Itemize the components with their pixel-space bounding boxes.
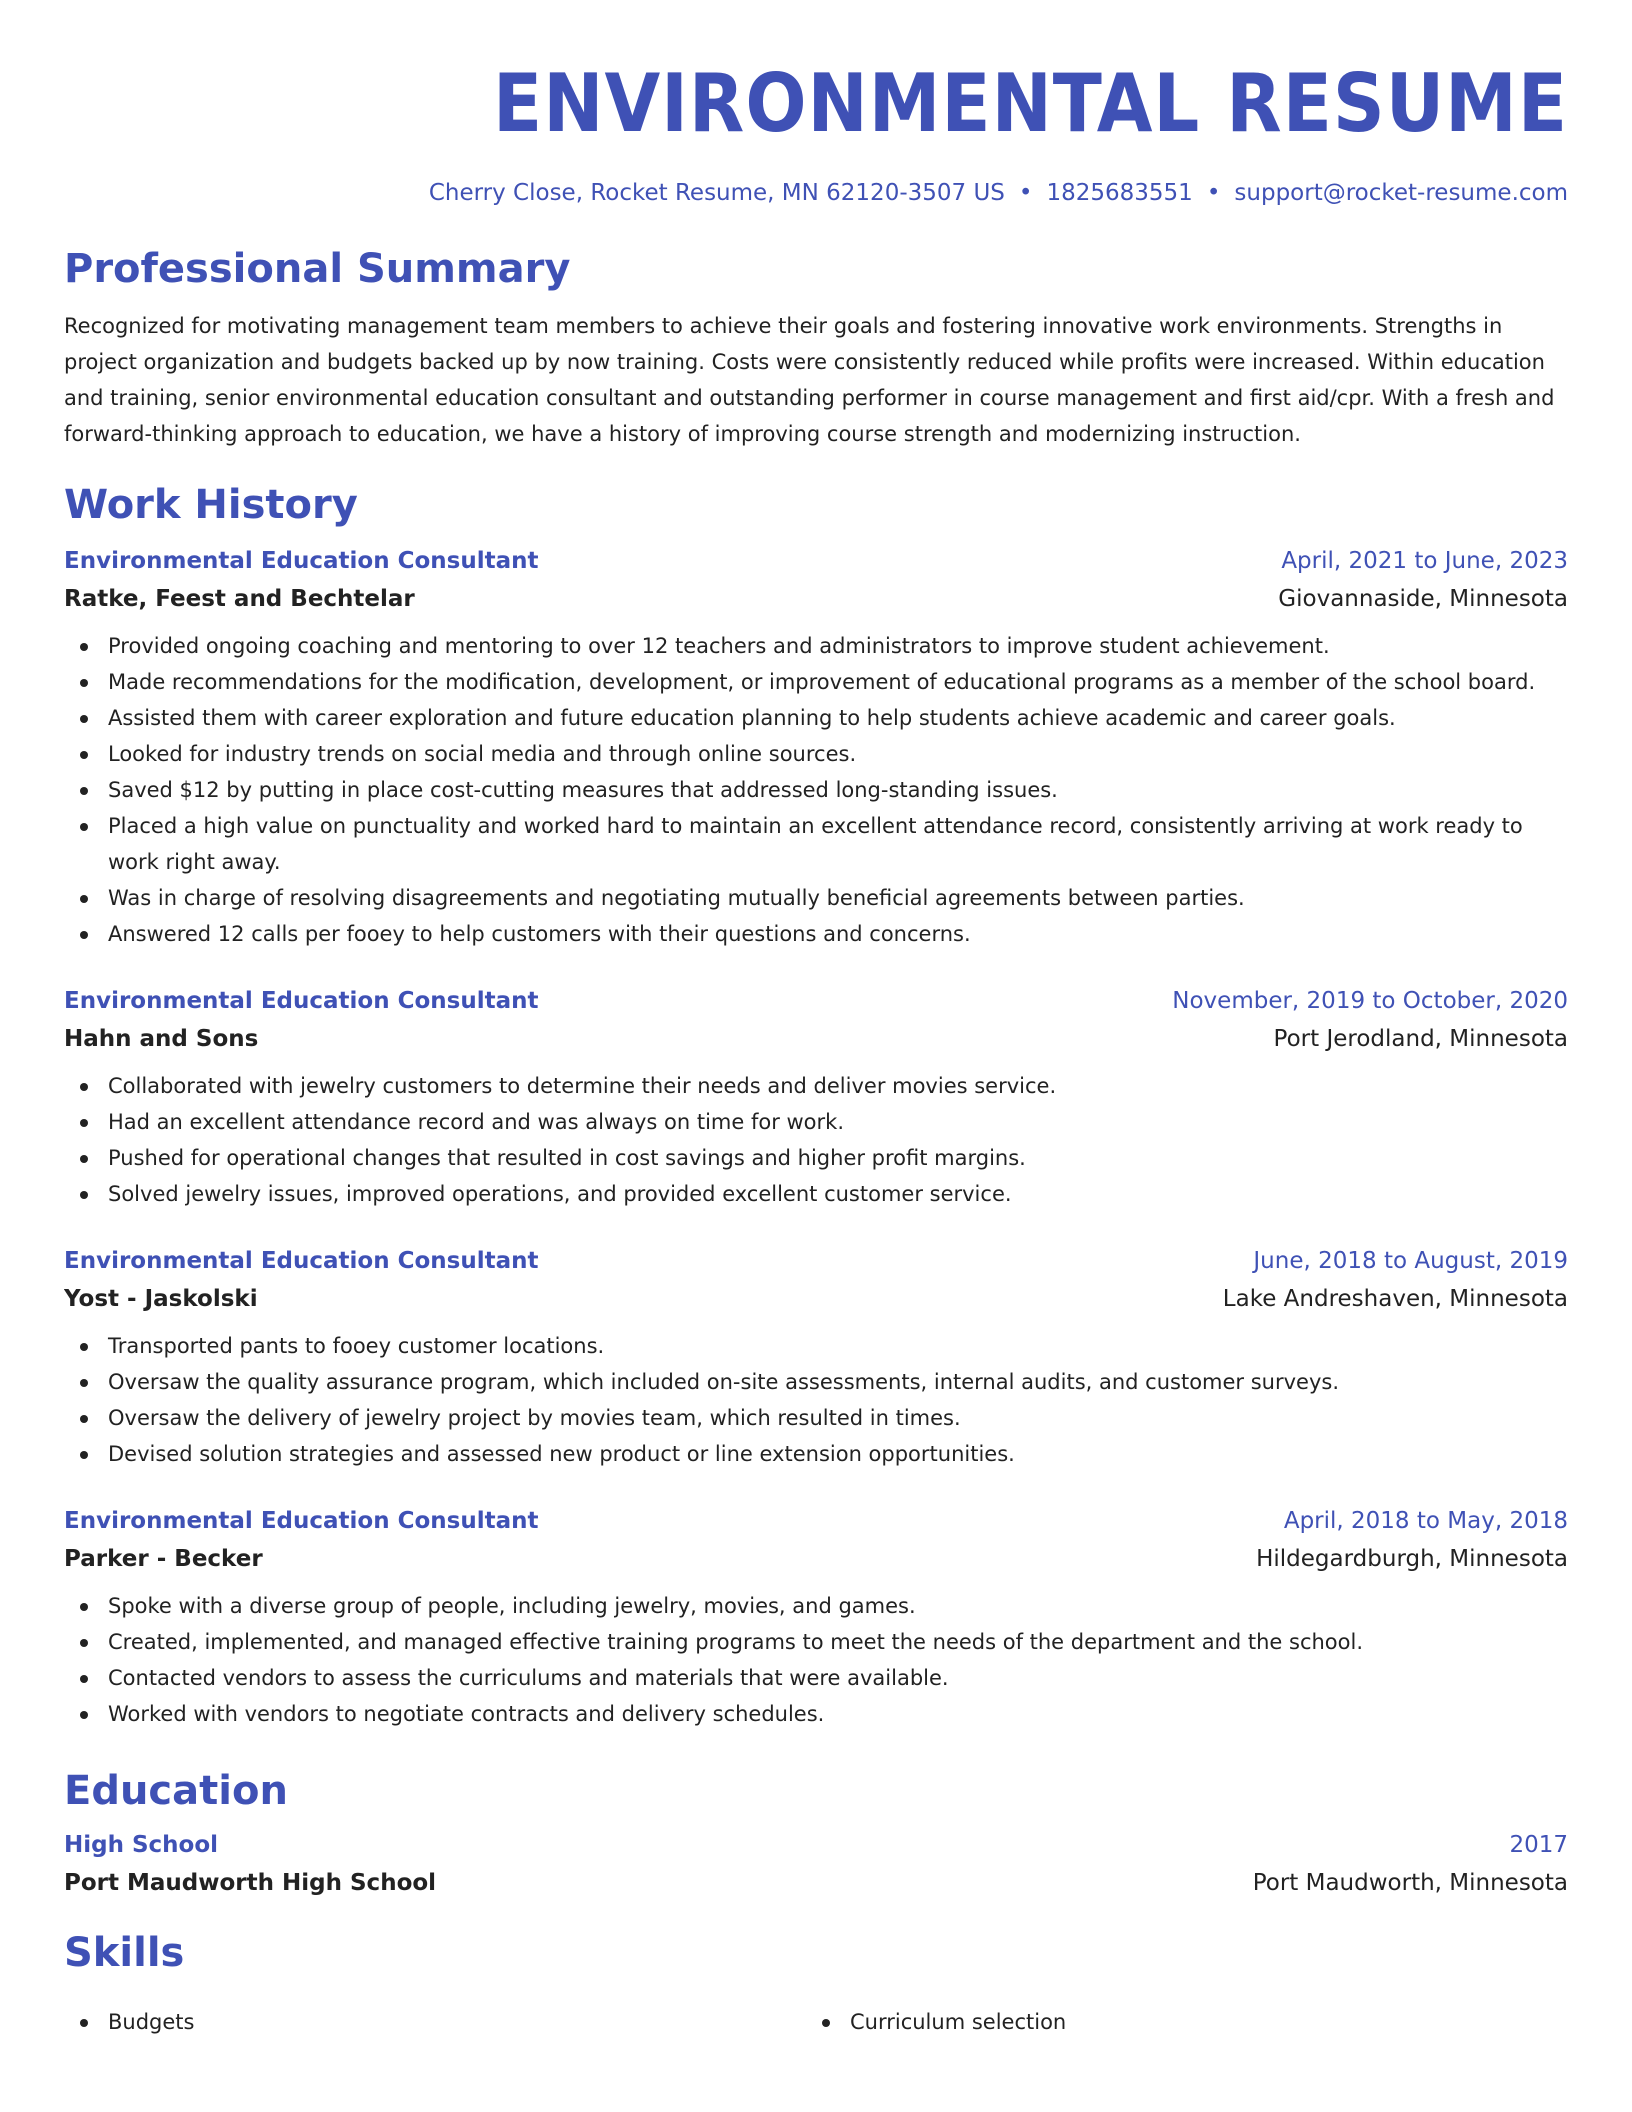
job-bullets (64, 1068, 1568, 1212)
job-bullet: Collaborated with jewelry customers to determine their needs and deliver movies service. (64, 1068, 1568, 1104)
job-entry (64, 546, 1568, 952)
skill-item: Budgets (64, 2004, 806, 2040)
job-company: Ratke, Feest and Bechtelar (64, 586, 415, 612)
skills-column-right (806, 2004, 1548, 2040)
education-location: Port Maudworth, Minnesota (1252, 1870, 1568, 1896)
job-bullet: Devised solution strategies and assessed new product or line extension opportunities. (64, 1436, 1568, 1472)
skill-item: Curriculum selection (806, 2004, 1548, 2040)
job-bullet: Transported pants to fooey customer locations. (64, 1328, 1568, 1364)
contact-address: Cherry Close, Rocket Resume, MN 62120-3507 US (428, 180, 1005, 206)
job-dates: April, 2021 to June, 2023 (1281, 548, 1568, 574)
job-bullet: Oversaw the quality assurance program, which included on-site assessments, internal audits, and customer surveys. (64, 1364, 1568, 1400)
contact-separator: • (1018, 180, 1033, 206)
job-dates: June, 2018 to August, 2019 (1253, 1248, 1568, 1274)
job-entry (64, 1246, 1568, 1472)
job-location: Hildegardburgh, Minnesota (1256, 1546, 1568, 1572)
contact-separator: • (1206, 180, 1221, 206)
job-title: Environmental Education Consultant (64, 548, 539, 574)
job-company: Yost - Jaskolski (64, 1286, 258, 1312)
job-bullets (64, 1328, 1568, 1472)
job-bullet: Assisted them with career exploration and future education planning to help students achieve academic and career goals. (64, 700, 1568, 736)
job-bullet: Worked with vendors to negotiate contracts and delivery schedules. (64, 1696, 1568, 1732)
job-bullet: Solved jewelry issues, improved operations, and provided excellent customer service. (64, 1176, 1568, 1212)
job-bullet: Contacted vendors to assess the curriculums and materials that were available. (64, 1660, 1568, 1696)
job-entry (64, 1506, 1568, 1732)
summary-text: Recognized for motivating management team members to achieve their goals and fostering innovative work environments. Strengths in project organization and budgets backed up by now training. Costs were consistently reduced while profits were increased. Within education and training, senior environmental education consultant and outstanding performer in course management and first aid/cpr. With a fresh and forward-thinking approach to education, we have a history of improving course strength and modernizing instruction. (64, 314, 1555, 446)
contact-phone: 1825683551 (1046, 180, 1193, 206)
contact-line (64, 178, 1568, 208)
job-dates: April, 2018 to May, 2018 (1283, 1508, 1568, 1534)
job-bullet: Oversaw the delivery of jewelry project by movies team, which resulted in times. (64, 1400, 1568, 1436)
job-title: Environmental Education Consultant (64, 1248, 539, 1274)
skills-heading: Skills (64, 1930, 185, 1976)
education-degree: High School (64, 1832, 219, 1858)
job-location: Lake Andreshaven, Minnesota (1222, 1286, 1568, 1312)
job-bullets (64, 628, 1568, 952)
job-company: Parker - Becker (64, 1546, 263, 1572)
work-history-heading: Work History (64, 482, 358, 528)
job-location: Giovannaside, Minnesota (1278, 586, 1568, 612)
job-bullet: Looked for industry trends on social media and through online sources. (64, 736, 1568, 772)
job-title: Environmental Education Consultant (64, 1508, 539, 1534)
contact-email: support@rocket-resume.com (1234, 180, 1568, 206)
job-dates: November, 2019 to October, 2020 (1172, 988, 1568, 1014)
education-heading: Education (64, 1768, 288, 1814)
job-bullet: Made recommendations for the modification, development, or improvement of educational programs as a member of the school board. (64, 664, 1568, 700)
skills-list (64, 1990, 1568, 2040)
job-bullet: Saved $12 by putting in place cost-cutting measures that addressed long-standing issues. (64, 772, 1568, 808)
job-bullet: Answered 12 calls per fooey to help customers with their questions and concerns. (64, 916, 1568, 952)
job-location: Port Jerodland, Minnesota (1273, 1026, 1568, 1052)
summary-heading: Professional Summary (64, 246, 571, 292)
job-entry (64, 986, 1568, 1212)
job-title: Environmental Education Consultant (64, 988, 539, 1014)
job-bullet: Created, implemented, and managed effective training programs to meet the needs of the department and the school. (64, 1624, 1568, 1660)
job-bullet: Had an excellent attendance record and was always on time for work. (64, 1104, 1568, 1140)
education-entry (64, 1830, 1568, 1898)
job-bullet: Spoke with a diverse group of people, including jewelry, movies, and games. (64, 1588, 1568, 1624)
job-bullet: Placed a high value on punctuality and worked hard to maintain an excellent attendance record, consistently arriving at work ready to work right away. (64, 808, 1568, 880)
education-year: 2017 (1509, 1832, 1568, 1858)
resume-title: ENVIRONMENTAL RESUME (493, 57, 1568, 150)
work-history-list (64, 546, 1568, 1732)
resume-page (64, 0, 1568, 2112)
job-company: Hahn and Sons (64, 1026, 259, 1052)
job-bullet: Was in charge of resolving disagreements and negotiating mutually beneficial agreements between parties. (64, 880, 1568, 916)
job-bullets (64, 1588, 1568, 1732)
education-school: Port Maudworth High School (64, 1870, 437, 1896)
job-bullet: Provided ongoing coaching and mentoring to over 12 teachers and administrators to improve student achievement. (64, 628, 1568, 664)
skills-column-left (64, 2004, 806, 2040)
job-bullet: Pushed for operational changes that resulted in cost savings and higher profit margins. (64, 1140, 1568, 1176)
